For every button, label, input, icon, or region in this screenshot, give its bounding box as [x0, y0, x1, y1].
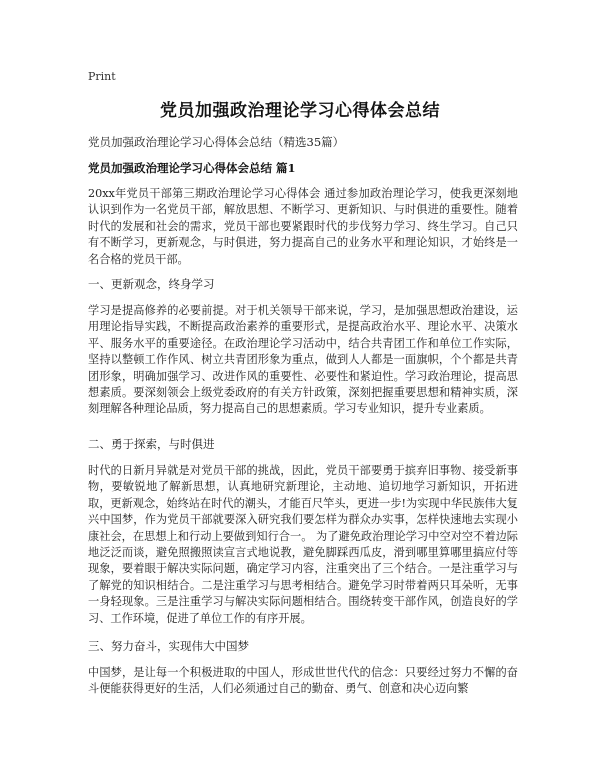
document-subtitle: 党员加强政治理论学习心得体会总结（精选35篇） [88, 135, 345, 149]
paragraph-intro: 20xx年党员干部第三期政治理论学习心得体会 通过参加政治理论学习，使我更深刻地认识到作为一名党员干部，解放思想、不断学习、更新知识、与时俱进的重要性。随着时代的发展和社会的需求，党员干部也要紧跟时代的步伐努力学习、终生学习。自己只有不断学习，更新观念，与时俱进，努力提高自己的业务水平和理论知识，才始终是一名合格的党员干部。 [88, 187, 518, 266]
subheading-3: 三、努力奋斗，实现伟大中国梦 [88, 639, 249, 653]
print-label[interactable]: Print [88, 70, 116, 83]
subheading-2: 二、勇于探索，与时俱进 [88, 437, 215, 451]
section-heading: 党员加强政治理论学习心得体会总结 篇1 [88, 161, 296, 175]
document-title: 党员加强政治理论学习心得体会总结 [160, 101, 440, 121]
paragraph-3: 中国梦，是让每一个积极进取的中国人，形成世世代代的信念：只要经过努力不懈的奋斗便能获得更好的生活，人们必须通过自己的勤奋、勇气、创意和决心迈向繁 [88, 666, 518, 696]
paragraph-2: 时代的日新月异就是对党员干部的挑战，因此，党员干部要勇于摈弃旧事物、接受新事物，要敏锐地了解新思想，认真地研究新理论，主动地、追切地学习新知识，开拓进取，更新观念，始终站在时代的潮头，才能百尺竿头，更进一步!为实现中华民族伟大复兴中国梦，作为党员干部就要深入研究我们要怎样为群众办实事，怎样快速地去实现小康社会，在思想上和行动上要做到知行合一。 为了避免政治理论学习中空对空不着边际地泛泛而谈，避免照搬照读宣言式地说教，避免脚踩西瓜皮，滑到哪里算哪里搞应付等现象，要着眼于解决实际问题，确定学习内容，注重突出了三个结合。一是注重学习与了解党的知识相结合。二是注重学习与思考相结合。避免学习时带着两只耳朵听，无事一身轻现象。三是注重学习与解决实际问题相结合。围绕转变干部作风，创造良好的学习、工作环境，促进了单位工作的有序开展。 [88, 464, 518, 625]
subheading-1: 一、更新观念，终身学习 [88, 277, 215, 291]
paragraph-1: 学习是提高修养的必要前提。对于机关领导干部来说，学习，是加强思想政治建设，运用理论指导实践，不断提高政治素养的重要形式，是提高政治水平、理论水平、决策水平、服务水平的重要途径。在政治理论学习活动中，结合共青团工作和单位工作实际，坚持以整顿工作作风、树立共青团形象为重点，做到人人都是一面旗帜，个个都是共青团形象，明确加强学习、改进作风的重要性、必要性和紧迫性。学习政治理论，提高思想素质。要深刻领会上级党委政府的有关方针政策，深刻把握重要思想和精神实质，深刻理解各种理论品质，努力提高自己的思想素质。学习专业知识，提升专业素质。 [88, 304, 518, 416]
